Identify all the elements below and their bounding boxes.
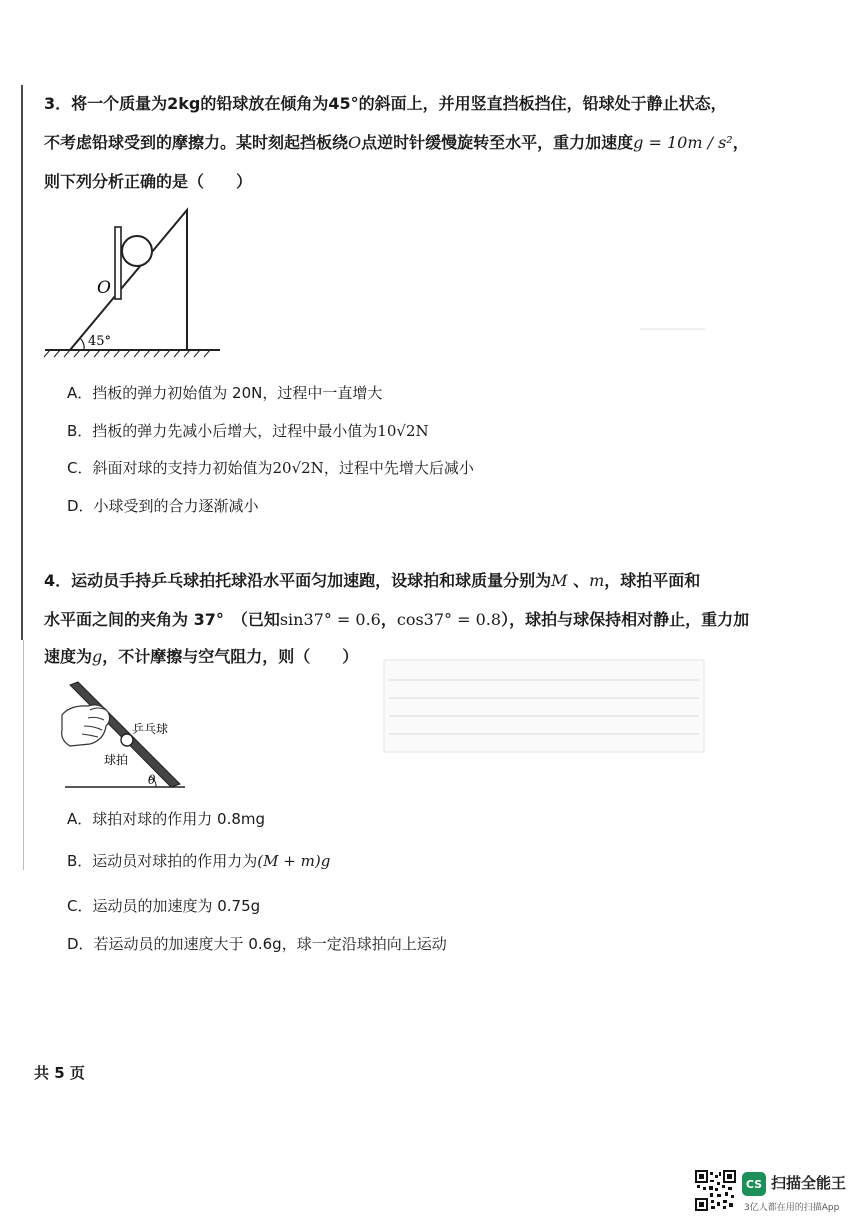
q3-stem-line1: 3．将一个质量为2kg的铅球放在倾角为45°的斜面上，并用竖直挡板挡住，铅球处于静止状态，	[44, 94, 727, 113]
qr-code-icon	[695, 1170, 736, 1211]
page-edge-line-faint	[23, 640, 24, 870]
scan-artifact	[640, 328, 705, 330]
q4-stem-line2: 水平面之间的夹角为 37° （已知sin37° = 0.6，cos37° = 0.8），球拍与球保持相对静止，重力加	[44, 610, 750, 629]
faint-lined-box	[384, 660, 704, 752]
q4-fig-label-ball: 乒乓球	[132, 722, 169, 736]
q4-stem-line3: 速度为g，不计摩擦与空气阻力，则（ ）	[44, 647, 359, 666]
q4-option-c: C．运动员的加速度为 0.75g	[67, 897, 261, 915]
page-edge-line	[21, 85, 23, 640]
scanner-app-subtitle: 3亿人都在用的扫描App	[744, 1203, 840, 1213]
q4-racket-figure	[60, 680, 200, 790]
q3-incline-figure	[40, 205, 230, 360]
q3-option-c: C．斜面对球的支持力初始值为20√2N，过程中先增大后减小	[67, 459, 474, 477]
q4-fig-label-racket: 球拍	[104, 753, 129, 767]
q3-option-b: B．挡板的弹力先减小后增大，过程中最小值为10√2N	[67, 422, 429, 440]
scanner-app-logo: CS	[742, 1172, 766, 1196]
q3-stem-line3: 则下列分析正确的是（ ）	[44, 172, 253, 191]
page-footer: 共 5 页	[34, 1064, 85, 1082]
q4-fig-label-theta: θ	[148, 773, 156, 787]
q4-option-a: A．球拍对球的作用力 0.8mg	[67, 810, 266, 828]
q3-option-d: D．小球受到的合力逐渐减小	[67, 497, 259, 515]
q3-fig-label-angle: 45°	[88, 334, 112, 349]
scanner-app-title: 扫描全能王	[771, 1174, 847, 1192]
q3-option-a: A．挡板的弹力初始值为 20N，过程中一直增大	[67, 384, 383, 402]
q4-option-d: D．若运动员的加速度大于 0.6g，球一定沿球拍向上运动	[67, 935, 447, 953]
q3-fig-label-o: O	[97, 278, 111, 298]
q4-option-b: B．运动员对球拍的作用力为(M + m)g	[67, 852, 331, 870]
q3-stem-line2: 不考虑铅球受到的摩擦力。某时刻起挡板绕O点逆时针缓慢旋转至水平，重力加速度g = 10m / s²，	[44, 133, 749, 152]
q4-stem-line1: 4．运动员手持乒乓球拍托球沿水平面匀加速跑，设球拍和球质量分别为M 、m，球拍平面和	[44, 571, 701, 590]
